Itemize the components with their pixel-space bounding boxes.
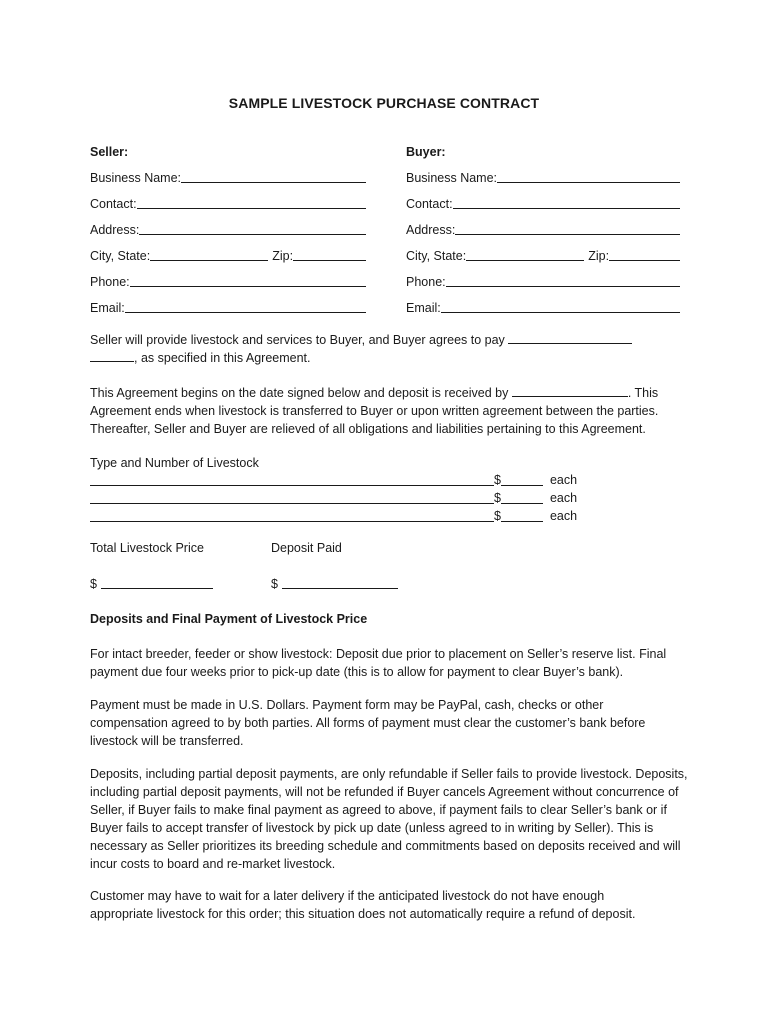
seller-address-field[interactable]: [139, 222, 366, 235]
buyer-email-label: Email:: [406, 301, 441, 315]
delivery-notice-paragraph: Customer may have to wait for a later delivery if the anticipated livestock do not have enough appropriate livestock for this order; this situation does not automatically require a refund of deposit.: [90, 889, 636, 921]
total-price-field[interactable]: [101, 576, 213, 589]
seller-email-label: Email:: [90, 301, 125, 315]
livestock-row: [90, 507, 690, 525]
buyer-city-state-row: [406, 237, 680, 263]
buyer-email-field[interactable]: [441, 300, 680, 313]
refund-policy-paragraph: Deposits, including partial deposit payments, are only refundable if Seller fails to provide livestock. Deposits, including partial deposit payments, will not be refunded if Buyer cancels Agreement without concurrence of Seller, if Buyer fails to make final payment as agreed to above, if payment fails to clear Seller’s bank or if Buyer fails to accept transfer of livestock by pick up date (unless agreed to in writing by Seller). This is necessary as Seller prioritizes its breeding schedule and commitments based on deposits received and will incur costs to board and re-market livestock.: [90, 767, 688, 871]
document-title: SAMPLE LIVESTOCK PURCHASE CONTRACT: [228, 95, 540, 111]
payment-amount-blank[interactable]: [508, 331, 632, 344]
agreement-term-text-2: . This Agreement ends when livestock is transferred to Buyer or upon written agreement between the parties. Thereafter, Seller and Buyer are relieved of all obligations and liabilities pertaining to this Agreement.: [90, 386, 659, 436]
deposit-paid-field[interactable]: [282, 576, 398, 589]
seller-zip-label: Zip:: [272, 249, 294, 263]
seller-address-label: Address:: [90, 223, 140, 237]
seller-contact-label: Contact:: [90, 197, 137, 211]
seller-business-name-label: Business Name:: [90, 171, 182, 185]
payment-agreement-text-2: , as specified in this Agreement.: [134, 351, 311, 365]
seller-city-state-label: City, State:: [90, 249, 151, 263]
livestock-row: [90, 489, 690, 507]
buyer-section: [406, 133, 680, 315]
seller-heading: Seller:: [90, 145, 129, 159]
deposit-paid-value: [271, 576, 398, 591]
livestock-type-field[interactable]: [90, 491, 494, 504]
currency-symbol: $: [494, 473, 501, 487]
agreement-term-paragraph: [90, 384, 680, 438]
each-label: each: [549, 473, 578, 487]
buyer-phone-row: [406, 263, 680, 289]
buyer-zip-field[interactable]: [609, 248, 680, 261]
seller-email-field[interactable]: [125, 300, 366, 313]
each-label: each: [549, 491, 578, 505]
livestock-type-field[interactable]: [90, 473, 494, 486]
buyer-phone-field[interactable]: [446, 274, 680, 287]
buyer-email-row: [406, 289, 680, 315]
livestock-price-field[interactable]: [501, 509, 543, 522]
buyer-city-state-field[interactable]: [466, 248, 584, 261]
agreement-term-text-1: This Agreement begins on the date signed below and deposit is received by: [90, 386, 509, 400]
seller-address-row: [90, 211, 366, 237]
payment-amount-blank-cont[interactable]: [90, 349, 134, 362]
seller-contact-row: [90, 185, 366, 211]
seller-city-state-field[interactable]: [150, 248, 268, 261]
seller-phone-field[interactable]: [130, 274, 366, 287]
currency-symbol: $: [494, 509, 501, 523]
total-currency-symbol: $: [90, 577, 97, 591]
buyer-address-row: [406, 211, 680, 237]
livestock-list: [90, 471, 690, 525]
livestock-row: [90, 471, 690, 489]
intact-livestock-paragraph: For intact breeder, feeder or show livestock: Deposit due prior to placement on Seller’s reserve list. Final payment due four weeks prior to pick-up date (this is to allow for payment to clear Buyer’s bank).: [90, 647, 667, 679]
total-price-label: Total Livestock Price: [90, 541, 204, 555]
deposit-currency-symbol: $: [271, 577, 278, 591]
livestock-price-field[interactable]: [501, 473, 543, 486]
seller-city-state-row: [90, 237, 366, 263]
seller-phone-row: [90, 263, 366, 289]
each-label: each: [549, 509, 578, 523]
buyer-business-name-row: [406, 159, 680, 185]
buyer-phone-label: Phone:: [406, 275, 446, 289]
deposit-paid-label: Deposit Paid: [271, 541, 342, 555]
buyer-zip-label: Zip:: [588, 249, 610, 263]
payment-agreement-text-1: Seller will provide livestock and services to Buyer, and Buyer agrees to pay: [90, 333, 505, 347]
buyer-contact-field[interactable]: [453, 196, 680, 209]
livestock-price-field[interactable]: [501, 491, 543, 504]
livestock-type-field[interactable]: [90, 509, 494, 522]
seller-phone-label: Phone:: [90, 275, 130, 289]
payment-terms-paragraph: Payment must be made in U.S. Dollars. Payment form may be PayPal, cash, checks or other compensation agreed to by both parties. All forms of payment must clear the customer’s bank before livestock will be transferred.: [90, 698, 646, 748]
seller-email-row: [90, 289, 366, 315]
buyer-city-state-label: City, State:: [406, 249, 467, 263]
buyer-address-field[interactable]: [455, 222, 680, 235]
livestock-heading: Type and Number of Livestock: [90, 456, 259, 470]
buyer-heading: Buyer:: [406, 145, 446, 159]
seller-business-name-row: [90, 159, 366, 185]
total-price-value: [90, 576, 213, 591]
buyer-contact-label: Contact:: [406, 197, 453, 211]
buyer-address-label: Address:: [406, 223, 456, 237]
deposit-date-blank[interactable]: [512, 384, 628, 397]
seller-zip-field[interactable]: [293, 248, 366, 261]
buyer-contact-row: [406, 185, 680, 211]
deposits-heading: Deposits and Final Payment of Livestock Price: [90, 612, 368, 626]
seller-section: [90, 133, 366, 315]
buyer-business-name-field[interactable]: [497, 170, 680, 183]
payment-agreement-paragraph: [90, 331, 690, 367]
buyer-business-name-label: Business Name:: [406, 171, 498, 185]
seller-contact-field[interactable]: [137, 196, 366, 209]
seller-business-name-field[interactable]: [181, 170, 366, 183]
currency-symbol: $: [494, 491, 501, 505]
